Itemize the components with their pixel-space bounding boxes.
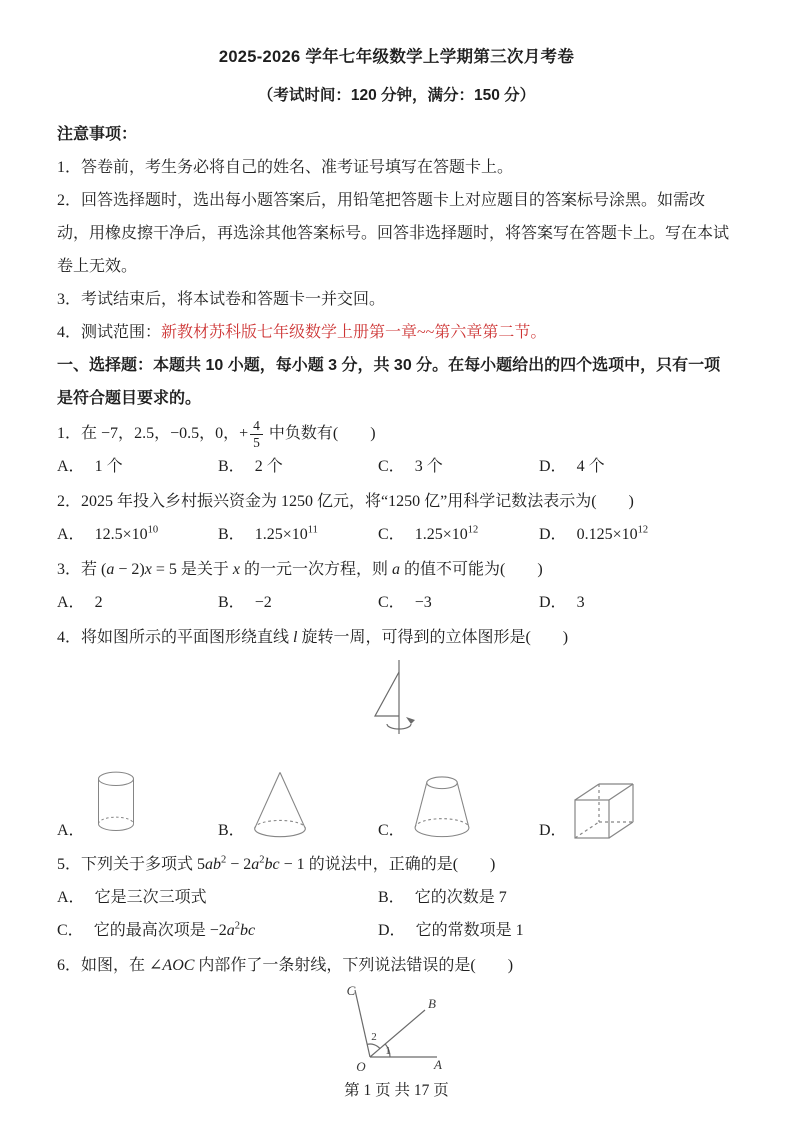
cone-base-front <box>254 829 305 837</box>
option-d <box>539 450 736 483</box>
option-a-base: 12.5×10 <box>94 526 148 544</box>
q4-tail: 旋转一周，可得到的立体图形是( ) <box>297 629 569 647</box>
option-d <box>539 586 736 619</box>
cuboid-bottom-right-edge <box>609 822 633 838</box>
option-c-label: C． <box>57 922 84 940</box>
page-footer: 第 1 页 共 17 页 <box>344 1082 449 1099</box>
q3-mid-2: 的一元一次方程，则 <box>239 561 392 579</box>
fraction-numerator: 4 <box>250 418 263 435</box>
option-a <box>57 518 218 551</box>
option-d <box>378 914 736 947</box>
option-a-text: 1 个 <box>94 458 123 476</box>
q3-tail: 的值不可能为( ) <box>399 561 543 579</box>
q3-mid-1: 是关于 <box>176 561 233 579</box>
option-d-label: D． <box>539 458 567 476</box>
frustum-bottom-front <box>415 828 469 837</box>
option-c-label: C． <box>378 458 405 476</box>
q1-num-3: −0.5 <box>170 425 200 442</box>
option-d-base: 0.125×10 <box>576 526 638 544</box>
ray-oc <box>355 990 370 1057</box>
q5-const: − 1 <box>279 856 305 874</box>
option-b-label: B． <box>218 526 245 544</box>
question-2 <box>57 485 736 551</box>
q5-exp-2: 2 <box>259 855 265 867</box>
option-b-label: B． <box>218 594 245 612</box>
cuboid-top-left-edge <box>575 784 599 800</box>
q4-lead: 4．将如图所示的平面图形绕直线 <box>57 629 294 647</box>
shape-option-b <box>218 768 378 842</box>
q6-tail: 内部作了一条射线，下列说法错误的是( ) <box>194 957 514 975</box>
shape-option-b-label: B． <box>218 822 245 840</box>
cuboid-top-right-edge <box>609 784 633 800</box>
option-c <box>57 914 378 947</box>
option-b-text <box>255 518 318 551</box>
exam-title: 2025-2026 学年七年级数学上学期第三次月考卷 <box>218 48 575 66</box>
cuboid-hidden-left-edge <box>575 822 599 838</box>
option-d-exponent: 12 <box>637 525 649 537</box>
cylinder-top <box>98 773 133 786</box>
shape-option-a-label: A． <box>57 822 85 840</box>
frustum-icon <box>411 772 473 842</box>
fraction-four-fifths <box>250 418 263 450</box>
q1-num-1: −7 <box>101 425 119 442</box>
section-1-heading: 一、选择题：本题共 10 小题，每小题 3 分，共 30 分。在每小题给出的四个选项中，只有一项是符合题目要求的。 <box>57 357 721 407</box>
question-6-stem <box>57 949 736 982</box>
question-1-options <box>57 450 736 483</box>
option-a <box>57 881 378 914</box>
angle-number-1: 1 <box>385 1045 391 1058</box>
q5-coef-1: 5 <box>197 856 206 874</box>
option-d-text: 它的常数项是 1 <box>415 922 524 940</box>
cylinder-bottom-back <box>98 818 133 825</box>
question-3-options <box>57 586 736 619</box>
shape-option-d <box>539 780 736 842</box>
option-b <box>378 881 736 914</box>
option-a-text: 它是三次三项式 <box>94 889 207 907</box>
option-a-label: A． <box>57 526 85 544</box>
question-3 <box>57 553 736 619</box>
option-c <box>378 518 539 551</box>
option-b-text: 2 个 <box>254 458 283 476</box>
option-c-text: −3 <box>414 594 432 612</box>
option-b-base: 1.25×10 <box>254 526 308 544</box>
option-b <box>218 450 378 483</box>
q1-sep-2: ， <box>154 425 171 442</box>
option-c-text: 3 个 <box>414 458 443 476</box>
question-2-options <box>57 518 736 551</box>
q1-sep-4: ， <box>223 425 240 442</box>
question-4-shape-options <box>57 752 736 842</box>
question-5-options-row-2 <box>57 914 736 947</box>
option-d-label: D． <box>378 922 406 940</box>
option-d-text: 4 个 <box>576 458 605 476</box>
question-4 <box>57 621 736 842</box>
cone-right-side <box>280 773 305 829</box>
shape-option-c <box>378 772 539 842</box>
option-a-exponent: 10 <box>147 525 159 537</box>
option-c-var-bc: bc <box>239 922 256 940</box>
q5-exp-1: 2 <box>221 855 227 867</box>
q5-var-bc: bc <box>264 856 280 874</box>
q3-eq-rhs: = 5 <box>151 561 177 579</box>
q1-sep-3: ， <box>199 425 216 442</box>
q5-coef-2: − 2 <box>226 856 252 874</box>
point-label-b: B <box>428 996 436 1012</box>
question-4-stem <box>57 621 736 654</box>
option-a-text: 2 <box>94 594 103 612</box>
notice-item-2: 2．回答选择题时，选出每小题答案后，用铅笔把答题卡上对应题目的答案标号涂黑。如需改动，用橡皮擦干净后，再选涂其他答案标号。回答非选择题时，将答案写在答题卡上。写在本试卷上无效。 <box>57 192 730 275</box>
cone-icon <box>251 768 309 842</box>
option-c <box>378 450 539 483</box>
shape-option-a <box>57 764 218 842</box>
question-1-stem <box>57 417 736 450</box>
option-c-var-a: a <box>226 922 235 940</box>
question-5 <box>57 848 736 947</box>
notice-item-4-scope: 新教材苏科版七年级数学上册第一章~~第六章第二节。 <box>161 324 547 341</box>
q1-plus-sign: + <box>239 425 249 442</box>
figure-rotation <box>57 658 736 744</box>
q3-lead: 3．若 <box>57 561 102 579</box>
option-a-text <box>95 518 159 551</box>
q1-tail: 中负数有( ) <box>264 425 376 442</box>
q1-num-2: 2.5 <box>134 425 155 442</box>
q3-eq-mid: − 2) <box>114 561 145 579</box>
shape-option-d-label: D． <box>539 822 567 840</box>
option-d <box>539 518 736 551</box>
notice-item-4 <box>57 316 736 349</box>
option-c-label: C． <box>378 526 405 544</box>
option-b-text: −2 <box>254 594 272 612</box>
q1-num-4: 0 <box>215 425 224 442</box>
question-3-stem <box>57 553 736 586</box>
option-d-label: D． <box>539 594 567 612</box>
shape-option-c-label: C． <box>378 822 405 840</box>
option-d-text: 3 <box>576 594 585 612</box>
q1-lead: 1．在 <box>57 425 102 442</box>
option-a-label: A． <box>57 594 85 612</box>
q5-lead: 5．下列关于多项式 <box>57 856 198 874</box>
q3-var-a: a <box>106 561 115 579</box>
option-a-label: A． <box>57 889 85 907</box>
option-b-exponent: 11 <box>307 525 318 537</box>
cuboid-front-face <box>575 800 609 838</box>
option-c-coef: −2 <box>209 922 227 940</box>
notice-item-3: 3．考试结束后，将本试卷和答题卡一并交回。 <box>57 291 386 308</box>
ray-ob <box>370 1010 425 1057</box>
option-d-label: D． <box>539 526 567 544</box>
frustum-bottom-back <box>415 819 469 828</box>
q4-var-l: l <box>293 629 298 647</box>
option-b-label: B． <box>218 458 245 476</box>
notice-item-1: 1．答卷前，考生务必将自己的姓名、准考证号填写在答题卡上。 <box>57 159 514 176</box>
exam-subtitle: （考试时间：120 分钟，满分：150 分） <box>257 87 536 104</box>
option-b-text: 它的次数是 7 <box>414 889 507 907</box>
question-5-options-row-1 <box>57 881 736 914</box>
frustum-top <box>426 777 457 789</box>
question-2-stem: 2．2025 年投入乡村振兴资金为 1250 亿元，将“1250 亿”用科学记数法表示为( ) <box>57 493 634 511</box>
rotation-arrow-head <box>406 717 415 724</box>
angle-arc-2 <box>367 1044 380 1049</box>
q3-var-x: x <box>144 561 152 579</box>
frustum-right-side <box>457 783 469 828</box>
q5-var-a: a <box>251 856 260 874</box>
q3-var-a2: a <box>391 561 400 579</box>
q6-lead: 6．如图，在 <box>57 957 150 975</box>
q6-angle-aoc: ∠AOC <box>149 957 195 975</box>
vertex-label-o: O <box>356 1059 366 1075</box>
angle-figure-svg <box>325 982 475 1077</box>
option-a-label: A． <box>57 458 85 476</box>
notice-label: 注意事项： <box>57 126 138 143</box>
option-c-label: C． <box>378 594 405 612</box>
point-label-c: C <box>346 983 356 999</box>
option-b <box>218 586 378 619</box>
figure-angle <box>325 982 736 1082</box>
option-c-base: 1.25×10 <box>414 526 468 544</box>
option-b <box>218 518 378 551</box>
question-6 <box>57 949 736 1082</box>
notice-item-4-prefix: 4．测试范围： <box>57 324 162 341</box>
option-c-exponent: 12 <box>467 525 479 537</box>
rotation-figure-svg <box>337 658 457 744</box>
q1-sep-1: ， <box>118 425 135 442</box>
q3-eq-open: ( <box>101 561 107 579</box>
question-5-stem <box>57 848 736 881</box>
option-c-exponent: 2 <box>234 921 240 933</box>
q5-var-ab: ab <box>205 856 222 874</box>
option-c <box>378 586 539 619</box>
cuboid-icon <box>573 780 639 842</box>
cylinder-bottom-front <box>98 824 133 831</box>
q5-tail: 的说法中，正确的是( ) <box>304 856 496 874</box>
q3-var-x2: x <box>232 561 240 579</box>
triangle-shape <box>375 672 399 716</box>
option-c-text <box>94 914 255 947</box>
option-a <box>57 586 218 619</box>
option-c-pre: 它的最高次项是 <box>93 922 210 940</box>
option-d-text <box>577 518 649 551</box>
angle-number-2: 2 <box>371 1031 377 1044</box>
option-a <box>57 450 218 483</box>
point-label-a: A <box>434 1057 442 1073</box>
cylinder-icon <box>91 764 141 842</box>
option-b-label: B． <box>378 889 405 907</box>
question-1 <box>57 417 736 483</box>
fraction-denominator: 5 <box>253 434 260 450</box>
cone-base-back <box>254 821 305 829</box>
option-c-text <box>415 518 479 551</box>
